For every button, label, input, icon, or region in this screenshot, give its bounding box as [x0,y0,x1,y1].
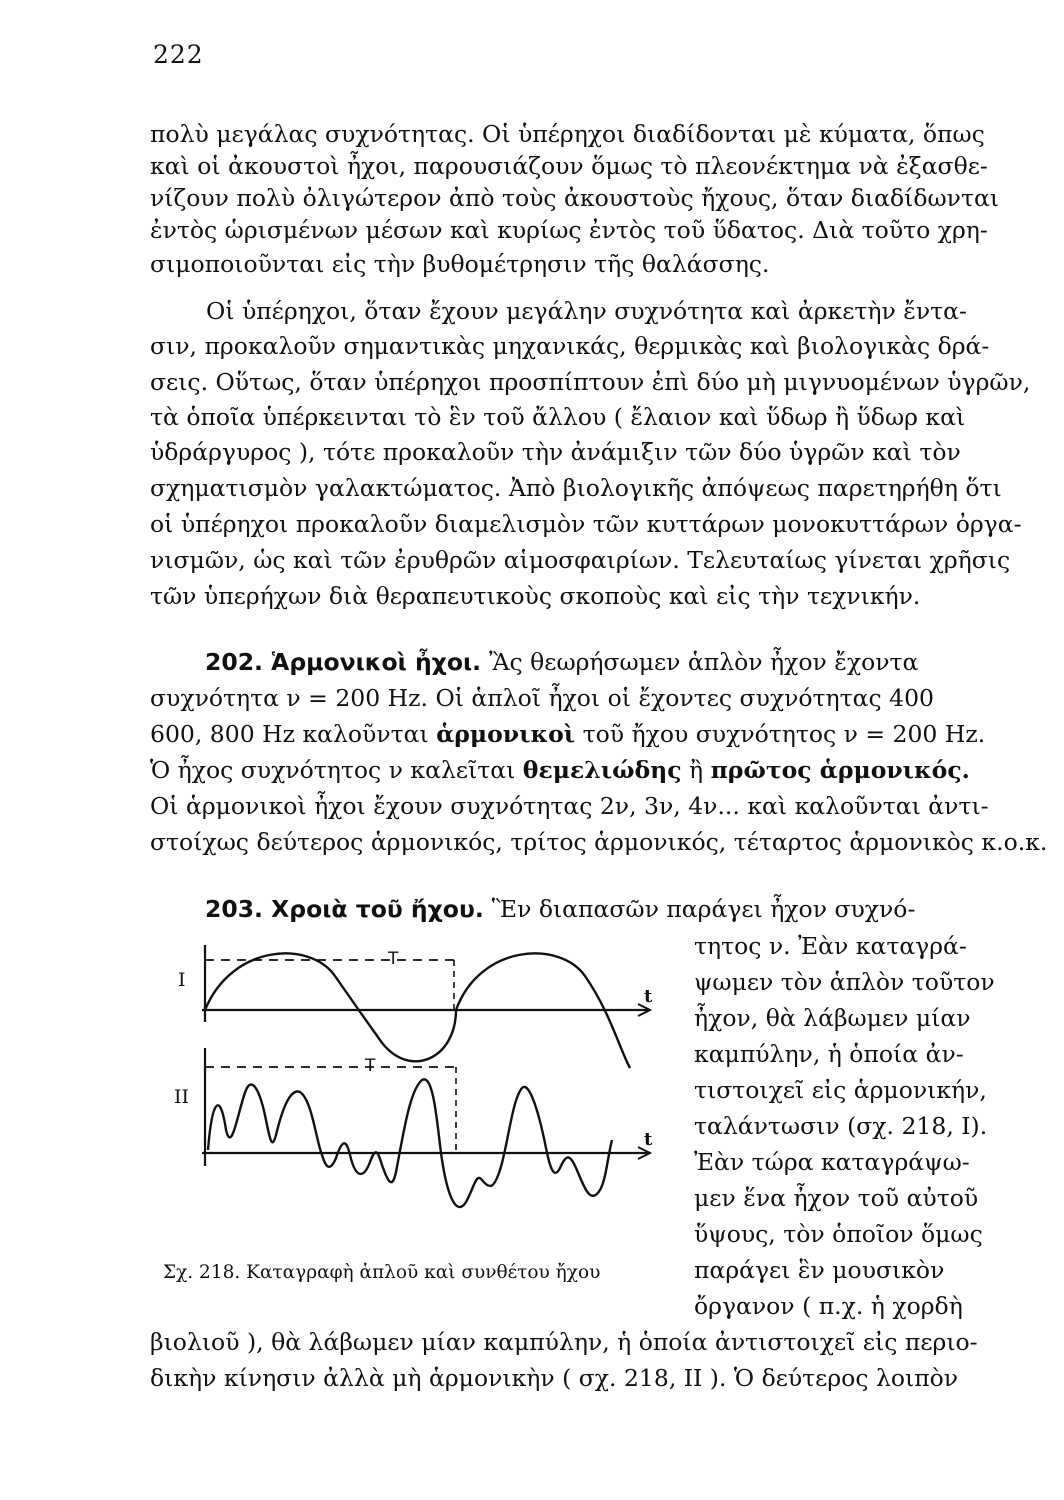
side-line: καμπύλην, ἡ ὁποία ἀν- [694,1040,964,1068]
complex-curve [208,1079,612,1207]
paragraph-line: τῶν ὑπερήχων διὰ θεραπευτικοὺς σκοποὺς καὶ εἰς τὴν τεχνικήν. [150,582,921,610]
paragraph-line: νίζουν πολὺ ὀλιγώτερον ἀπὸ τοὺς ἀκουστοὺς ἤχους, ὅταν διαδίδωνται [150,184,1000,212]
paragraph-line: δικὴν κίνησιν ἀλλὰ μὴ ἁρμονικὴν ( σχ. 218, II ). Ὁ δεύτερος λοιπὸν [150,1364,959,1392]
curve-label-bottom: II [174,1086,190,1108]
paragraph-line: οἱ ὑπέρηχοι προκαλοῦν διαμελισμὸν τῶν κυττάρων μονοκυττάρων ὀργα- [150,510,1022,538]
curve-label-top: I [178,969,186,991]
side-line: ἦχον, θὰ λάβωμεν μίαν [694,1004,971,1032]
paragraph-line: σεις. Οὕτως, ὅταν ὑπέρηχοι προσπίπτουν ἐπὶ δύο μὴ μιγνυομένων ὑγρῶν, [150,368,1031,396]
paragraph-line: πολὺ μεγάλας συχνότητας. Οἱ ὑπέρηχοι διαδίδονται μὲ κύματα, ὅπως [150,120,985,148]
side-line: ὕψους, τὸν ὁποῖον ὅμως [694,1220,983,1248]
period-label-top: T [388,949,399,969]
period-label-bottom: T [365,1056,376,1076]
side-line: τητος ν. Ἐὰν καταγρά- [694,932,967,960]
section-202-heading-line: 202. Ἁρμονικοὶ ἦχοι. Ἂς θεωρήσωμεν ἁπλὸν ἦχον ἔχοντα [205,648,919,676]
page-number: 222 [153,40,204,69]
paragraph-line: συχνότητα ν = 200 Hz. Οἱ ἁπλοῖ ἦχοι οἱ ἔχοντες συχνότητας 400 [150,684,934,712]
paragraph-line: Ὁ ἦχος συχνότητος ν καλεῖται θεμελιώδης ἢ πρῶτος ἁρμονικός. [150,756,970,784]
paragraph-line: σιμοποιοῦνται εἰς τὴν βυθομέτρησιν τῆς θαλάσσης. [150,250,770,278]
axis-label-top: t [644,986,653,1007]
section-202-heading: 202. Ἁρμονικοὶ ἦχοι. [205,648,482,676]
paragraph-line: στοίχως δεύτερος ἁρμονικός, τρίτος ἁρμονικός, τέταρτος ἁρμονικὸς κ.ο.κ. [150,828,1048,856]
paragraph-line: ὑδράργυρος ), τότε προκαλοῦν τὴν ἀνάμιξιν τῶν δύο ὑγρῶν καὶ τὸν [150,438,961,466]
side-line: τιστοιχεῖ εἰς ἁρμονικήν, [694,1076,987,1104]
paragraph-line: Οἱ ἁρμονικοὶ ἦχοι ἔχουν συχνότητας 2ν, 3ν, 4ν... καὶ καλοῦνται ἀντι- [150,792,989,820]
side-line: ψωμεν τὸν ἁπλὸν τοῦτον [694,968,995,996]
paragraph-line: βιολιοῦ ), θὰ λάβωμεν μίαν καμπύλην, ἡ ὁποία ἀντιστοιχεῖ εἰς περιο- [150,1328,978,1356]
side-line: μεν ἕνα ἦχον τοῦ αὐτοῦ [694,1184,979,1212]
axis-label-bottom: t [644,1129,653,1150]
side-line: ὄργανον ( π.χ. ἡ χορδὴ [694,1292,963,1320]
paragraph-line: Οἱ ὑπέρηχοι, ὅταν ἔχουν μεγάλην συχνότητα καὶ ἀρκετὴν ἔντα- [206,297,967,325]
paragraph-line: 600, 800 Hz καλοῦνται ἁρμονικοὶ τοῦ ἤχου συχνότητος ν = 200 Hz. [150,720,986,748]
section-203-heading-line: 203. Χροιὰ τοῦ ἤχου. Ἓν διαπασῶν παράγει ἦχον συχνό- [205,895,916,923]
paragraph-line: ἐντὸς ὡρισμένων μέσων καὶ κυρίως ἐντὸς τοῦ ὕδατος. Διὰ τοῦτο χρη- [150,216,988,244]
section-203-heading: 203. Χροιὰ τοῦ ἤχου. [205,895,484,923]
side-line: Ἐὰν τώρα καταγράψω- [694,1148,970,1176]
bold-term: ἁρμονικοὶ [436,720,576,748]
paragraph-line: τὰ ὁποῖα ὑπέρκεινται τὸ ἓν τοῦ ἄλλου ( ἔλαιον καὶ ὕδωρ ἢ ὕδωρ καὶ [150,403,966,431]
side-line: ταλάντωσιν (σχ. 218, I). [694,1112,988,1140]
side-line: παράγει ἓν μουσικὸν [694,1256,945,1284]
paragraph-line: καὶ οἱ ἀκουστοὶ ἦχοι, παρουσιάζουν ὅμως τὸ πλεονέκτημα νὰ ἐξασθε- [150,152,988,180]
bold-term: πρῶτος ἁρμονικός. [710,756,970,784]
bold-term: θεμελιώδης [522,756,682,784]
figure-caption: Σχ. 218. Καταγραφὴ ἁπλοῦ καὶ συνθέτου ἤχου [163,1262,601,1283]
paragraph-line: σχηματισμὸν γαλακτώματος. Ἀπὸ βιολογικῆς ἀπόψεως παρετηρήθη ὅτι [150,474,1002,502]
paragraph-line: νισμῶν, ὡς καὶ τῶν ἐρυθρῶν αἱμοσφαιρίων. Τελευταίως γίνεται χρῆσις [150,546,1011,574]
paragraph-line: σιν, προκαλοῦν σημαντικὰς μηχανικάς, θερμικὰς καὶ βιολογικὰς δρά- [150,332,990,360]
